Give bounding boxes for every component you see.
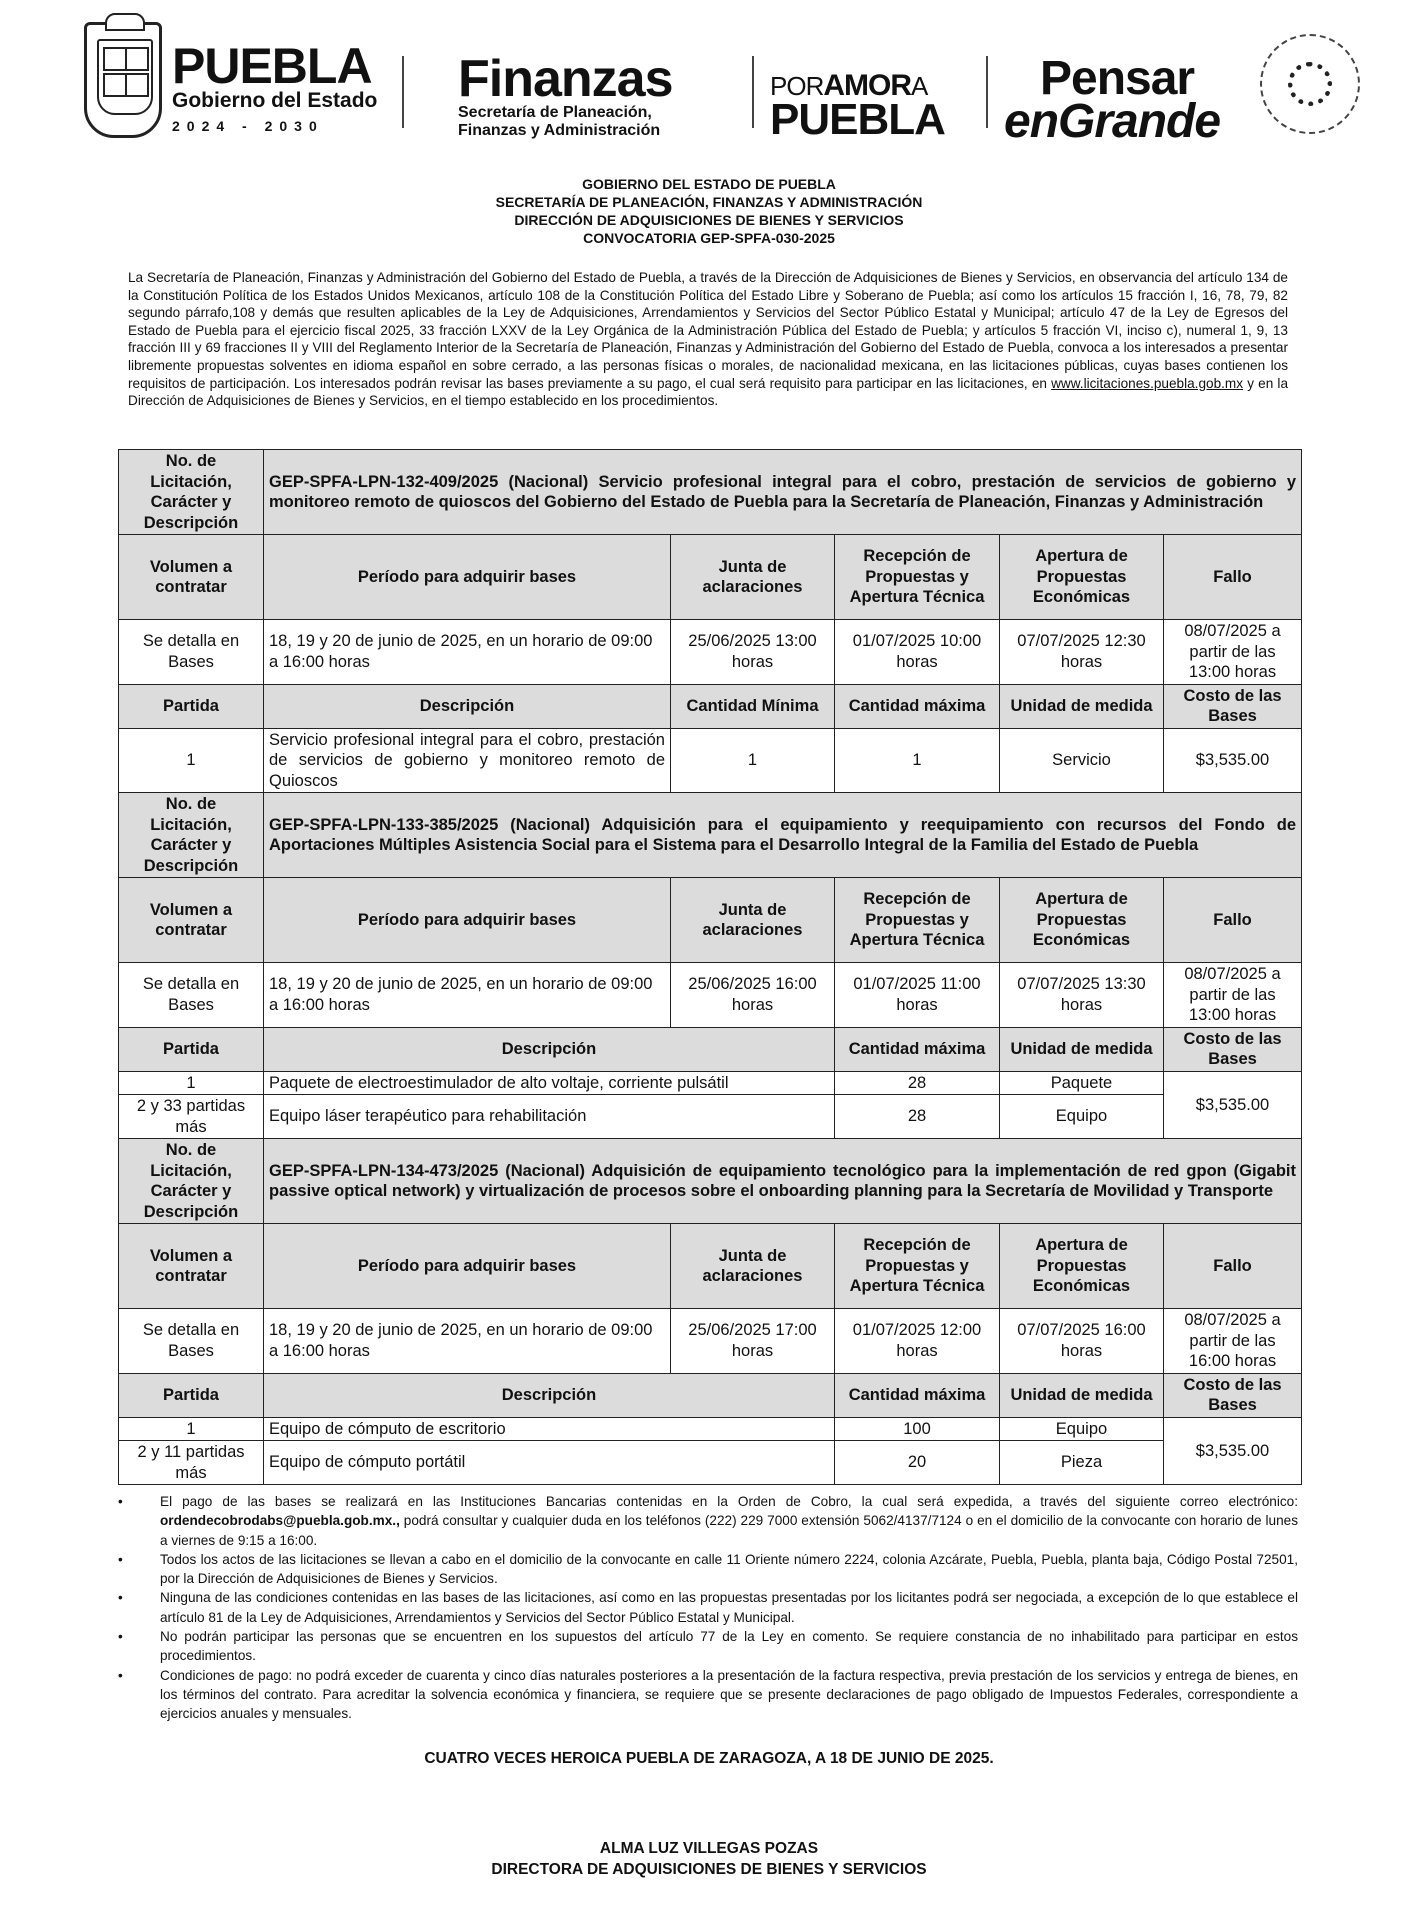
partida-value: 1 xyxy=(119,1071,264,1095)
header-licitacion: No. de Licitación, Carácter y Descripción xyxy=(119,450,264,535)
heading-line: SECRETARÍA DE PLANEACIÓN, FINANZAS Y ADMINISTRACIÓN xyxy=(495,194,923,210)
item-row xyxy=(119,1417,1302,1441)
header-fallo: Fallo xyxy=(1164,1224,1302,1309)
header-recepcion: Recepción de Propuestas y Apertura Técnica xyxy=(835,535,1000,620)
conditions-list xyxy=(118,1492,1298,1724)
header-periodo: Período para adquirir bases xyxy=(264,535,671,620)
fallo-value: 08/07/2025 a partir de las 13:00 horas xyxy=(1164,620,1302,685)
descripcion-value: Equipo de cómputo de escritorio xyxy=(264,1417,835,1441)
heading-line: GOBIERNO DEL ESTADO DE PUEBLA xyxy=(582,176,836,192)
tender-title: GEP-SPFA-LPN-134-473/2025 (Nacional) Adquisición de equipamiento tecnológico para la implementación de red gpon (Gigabit passive optical network) y virtualización de procesos sobre el onboarding planning para la Secretaría de Movilidad y Transporte xyxy=(264,1139,1302,1224)
item-row xyxy=(119,728,1302,793)
document-heading xyxy=(0,175,1418,247)
header-volumen: Volumen a contratar xyxy=(119,878,264,963)
apertura-value: 07/07/2025 13:30 horas xyxy=(1000,963,1164,1028)
header-unidad: Unidad de medida xyxy=(1000,1373,1164,1417)
tender-title-row xyxy=(119,793,1302,878)
costo-value: $3,535.00 xyxy=(1164,1071,1302,1139)
billing-email[interactable]: ordendecobrodabs@puebla.gob.mx., xyxy=(160,1513,400,1529)
header-partida: Partida xyxy=(119,684,264,728)
header-recepcion: Recepción de Propuestas y Apertura Técnica xyxy=(835,878,1000,963)
header-cantidad-maxima: Cantidad máxima xyxy=(835,1027,1000,1071)
finanzas-logo: Finanzas Secretaría de Planeación, Finanzas y Administración xyxy=(458,50,673,139)
intro-paragraph: La Secretaría de Planeación, Finanzas y Administración del Gobierno del Estado de Puebla, a través de la Dirección de Adquisiciones de Bienes y Servicios, en observancia del artículo 134 de la Constitución Política de los Estados Unidos Mexicanos, artículo 108 de la Constitución Política del Estado Libre y Soberano de Puebla; así como los artículos 15 fracción I, 16, 78, 79, 82 segundo párrafo,108 y demás que resulten aplicables de la Ley de Adquisiciones, Arrendamientos y Servicios del Sector Público Estatal y Municipal; artículo 47 de la Ley de Egresos del Estado de Puebla para el ejercicio fiscal 2025, 33 fracción LXXV de la Ley Orgánica de la Administración Pública del Estado de Puebla; y artículos 5 fracción VI, inciso c), numeral 1, 9, 13 fracción III y 69 fracciones II y VIII del Reglamento Interior de la Secretaría de Planeación, Finanzas y Administración del Gobierno del Estado de Puebla, convoca a los interesados a presentar libremente propuestas solventes en idioma español en sobre cerrado, a las personas físicas o morales, de nacionalidad mexicana, en las licitaciones públicas, cuyas bases contienen los requisitos de participación. Los interesados podrán revisar las bases previamente a su pago, el cual será requisito para participar en las licitaciones, en www.licitaciones.puebla.gob.mx y en la Dirección de Adquisiciones de Bienes y Servicios, en el tiempo establecido en los procedimientos. xyxy=(128,270,1289,409)
header-descripcion: Descripción xyxy=(264,1027,835,1071)
costo-value: $3,535.00 xyxy=(1164,1417,1302,1485)
descripcion-value: Equipo láser terapéutico para rehabilitación xyxy=(264,1095,835,1139)
header-cantidad-maxima: Cantidad máxima xyxy=(835,1373,1000,1417)
fallo-value: 08/07/2025 a partir de las 13:00 horas xyxy=(1164,963,1302,1028)
tender-title-row xyxy=(119,450,1302,535)
cantidad-maxima-value: 100 xyxy=(835,1417,1000,1441)
descripcion-value: Servicio profesional integral para el cobro, prestación de servicios de gobierno y monitoreo remoto de Quioscos xyxy=(264,728,671,793)
cantidad-maxima-value: 1 xyxy=(835,728,1000,793)
header-descripcion: Descripción xyxy=(264,1373,835,1417)
unidad-value: Servicio xyxy=(1000,728,1164,793)
signer-name: ALMA LUZ VILLEGAS POZAS xyxy=(599,1840,819,1857)
item-row xyxy=(119,1071,1302,1095)
header-partida: Partida xyxy=(119,1373,264,1417)
logo-header xyxy=(84,22,1354,148)
unidad-value: Equipo xyxy=(1000,1095,1164,1139)
unidad-value: Equipo xyxy=(1000,1417,1164,1441)
header-periodo: Período para adquirir bases xyxy=(264,878,671,963)
tender-title: GEP-SPFA-LPN-133-385/2025 (Nacional) Adquisición para el equipamiento y reequipamiento con recursos del Fondo de Aportaciones Múltiples Asistencia Social para el Sistema para el Desarrollo Integral de la Familia del Estado de Puebla xyxy=(264,793,1302,878)
heading-line: DIRECCIÓN DE ADQUISICIONES DE BIENES Y SERVICIOS xyxy=(514,212,904,228)
header-fallo: Fallo xyxy=(1164,878,1302,963)
header-apertura: Apertura de Propuestas Económicas xyxy=(1000,535,1164,620)
unidad-value: Paquete xyxy=(1000,1071,1164,1095)
recepcion-value: 01/07/2025 10:00 horas xyxy=(835,620,1000,685)
partida-value: 2 y 11 partidas más xyxy=(119,1441,264,1485)
header-licitacion: No. de Licitación, Carácter y Descripción xyxy=(119,1139,264,1224)
por-amor-a-puebla-logo: PORAMORA PUEBLA xyxy=(770,69,945,144)
header-unidad: Unidad de medida xyxy=(1000,1027,1164,1071)
bullet-icon: • xyxy=(118,1590,123,1606)
pensar-en-grande-logo: Pensar enGrande xyxy=(1004,52,1221,148)
partida-value: 2 y 33 partidas más xyxy=(119,1095,264,1139)
header-cantidad-maxima: Cantidad máxima xyxy=(835,684,1000,728)
header-descripcion: Descripción xyxy=(264,684,671,728)
bullet-icon: • xyxy=(118,1629,123,1645)
equality-norm-seal-logo xyxy=(1260,34,1360,134)
bullet-icon: • xyxy=(118,1494,123,1509)
header-junta: Junta de aclaraciones xyxy=(671,1224,835,1309)
partida-value: 1 xyxy=(119,728,264,793)
list-item: • Todos los actos de las licitaciones se llevan a cabo en el domicilio de la convocante en calle 11 Oriente número 2224, colonia Azcárate, Puebla, Puebla, planta baja, Código Postal 72501, por la Dirección de Adquisiciones de Bienes y Servicios. xyxy=(118,1551,1298,1587)
cantidad-maxima-value: 20 xyxy=(835,1441,1000,1485)
recepcion-value: 01/07/2025 11:00 horas xyxy=(835,963,1000,1028)
header-apertura: Apertura de Propuestas Económicas xyxy=(1000,1224,1164,1309)
closing-place-date: CUATRO VECES HEROICA PUEBLA DE ZARAGOZA, A 18 DE JUNIO DE 2025. xyxy=(424,1750,994,1767)
bullet-icon: • xyxy=(118,1551,123,1567)
header-volumen: Volumen a contratar xyxy=(119,535,264,620)
puebla-crest-logo xyxy=(84,22,162,138)
tender-title-row xyxy=(119,1139,1302,1224)
puebla-government-logo: PUEBLA Gobierno del Estado 2024 - 2030 xyxy=(172,38,378,134)
items-header-row xyxy=(119,684,1302,728)
item-row xyxy=(119,1095,1302,1139)
licitaciones-website-link[interactable]: www.licitaciones.puebla.gob.mx xyxy=(1051,375,1244,391)
schedule-row xyxy=(119,963,1302,1028)
list-item: • El pago de las bases se realizará en las Instituciones Bancarias contenidas en la Orden de Cobro, la cual será expedida, a través del siguiente correo electrónico: ordendecobrodabs@puebla.gob.mx., podrá consultar y cualquier duda en los teléfonos (222) 229 7000 extensión 5062/4137/7124 o en el domicilio de la convocante con horario de lunes a viernes de 9:15 a 16:00. xyxy=(118,1494,1298,1548)
header-costo: Costo de las Bases xyxy=(1164,1027,1302,1071)
cantidad-maxima-value: 28 xyxy=(835,1095,1000,1139)
junta-value: 25/06/2025 13:00 horas xyxy=(671,620,835,685)
header-periodo: Período para adquirir bases xyxy=(264,1224,671,1309)
list-item: • Ninguna de las condiciones contenidas en las bases de las licitaciones, así como en las propuestas presentadas por los licitantes podrá ser negociada, a excepción de lo que establece el artículo 81 de la Ley de Adquisiciones, Arrendamientos y Servicios del Sector Público Estatal y Municipal. xyxy=(118,1590,1298,1625)
header-volumen: Volumen a contratar xyxy=(119,1224,264,1309)
header-partida: Partida xyxy=(119,1027,264,1071)
periodo-value: 18, 19 y 20 de junio de 2025, en un horario de 09:00 a 16:00 horas xyxy=(264,1309,671,1374)
header-junta: Junta de aclaraciones xyxy=(671,535,835,620)
items-header-row xyxy=(119,1027,1302,1071)
volumen-value: Se detalla en Bases xyxy=(119,620,264,685)
header-junta: Junta de aclaraciones xyxy=(671,878,835,963)
periodo-value: 18, 19 y 20 de junio de 2025, en un horario de 09:00 a 16:00 horas xyxy=(264,620,671,685)
periodo-value: 18, 19 y 20 de junio de 2025, en un horario de 09:00 a 16:00 horas xyxy=(264,963,671,1028)
schedule-row xyxy=(119,1309,1302,1374)
header-cantidad-minima: Cantidad Mínima xyxy=(671,684,835,728)
junta-value: 25/06/2025 16:00 horas xyxy=(671,963,835,1028)
header-fallo: Fallo xyxy=(1164,535,1302,620)
volumen-value: Se detalla en Bases xyxy=(119,963,264,1028)
volumen-value: Se detalla en Bases xyxy=(119,1309,264,1374)
schedule-header-row xyxy=(119,878,1302,963)
junta-value: 25/06/2025 17:00 horas xyxy=(671,1309,835,1374)
tender-title: GEP-SPFA-LPN-132-409/2025 (Nacional) Servicio profesional integral para el cobro, prestación de servicios de gobierno y monitoreo remoto de quioscos del Gobierno del Estado de Puebla para la Secretaría de Planeación, Finanzas y Administración xyxy=(264,450,1302,535)
header-recepcion: Recepción de Propuestas y Apertura Técnica xyxy=(835,1224,1000,1309)
signature-block xyxy=(0,1838,1418,1880)
apertura-value: 07/07/2025 12:30 horas xyxy=(1000,620,1164,685)
header-licitacion: No. de Licitación, Carácter y Descripción xyxy=(119,793,264,878)
signer-title: DIRECTORA DE ADQUISICIONES DE BIENES Y SERVICIOS xyxy=(491,1861,927,1878)
descripcion-value: Paquete de electroestimulador de alto voltaje, corriente pulsátil xyxy=(264,1071,835,1095)
unidad-value: Pieza xyxy=(1000,1441,1164,1485)
costo-value: $3,535.00 xyxy=(1164,728,1302,793)
tenders-table xyxy=(118,449,1302,1485)
schedule-row xyxy=(119,620,1302,685)
list-item: • Condiciones de pago: no podrá exceder de cuarenta y cinco días naturales posteriores a la presentación de la factura respectiva, previa prestación de los servicios y entrega de bienes, en los términos del contrato. Para acreditar la solvencia económica y financiera, se requiere que se presente declaraciones de pago obligado de Impuestos Federales, correspondiente a ejercicios anuales y mensuales. xyxy=(118,1667,1298,1722)
header-costo: Costo de las Bases xyxy=(1164,684,1302,728)
header-apertura: Apertura de Propuestas Económicas xyxy=(1000,878,1164,963)
header-costo: Costo de las Bases xyxy=(1164,1373,1302,1417)
list-item: • No podrán participar las personas que se encuentren en los supuestos del artículo 77 de la Ley en comento. Se requiere constancia de no inhabilitado para participar en estos procedimientos. xyxy=(118,1629,1298,1664)
descripcion-value: Equipo de cómputo portátil xyxy=(264,1441,835,1485)
partida-value: 1 xyxy=(119,1417,264,1441)
apertura-value: 07/07/2025 16:00 horas xyxy=(1000,1309,1164,1374)
fallo-value: 08/07/2025 a partir de las 16:00 horas xyxy=(1164,1309,1302,1374)
cantidad-minima-value: 1 xyxy=(671,728,835,793)
cantidad-maxima-value: 28 xyxy=(835,1071,1000,1095)
header-unidad: Unidad de medida xyxy=(1000,684,1164,728)
recepcion-value: 01/07/2025 12:00 horas xyxy=(835,1309,1000,1374)
items-header-row xyxy=(119,1373,1302,1417)
bullet-icon: • xyxy=(118,1667,123,1683)
item-row xyxy=(119,1441,1302,1485)
schedule-header-row xyxy=(119,1224,1302,1309)
heading-line: CONVOCATORIA GEP-SPFA-030-2025 xyxy=(583,230,835,246)
schedule-header-row xyxy=(119,535,1302,620)
